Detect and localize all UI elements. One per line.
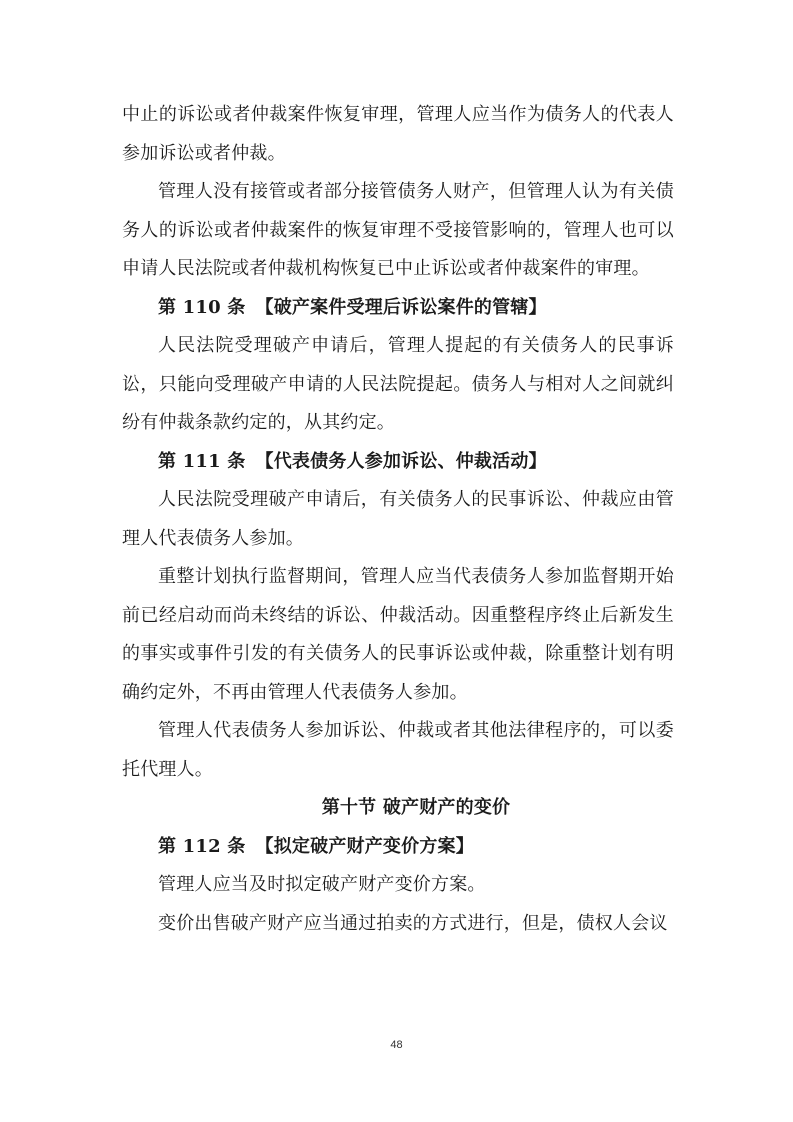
paragraph: 变价出售破产财产应当通过拍卖的方式进行，但是，债权人会议 [158,912,668,934]
paragraph: 管理人代表债务人参加诉讼、仲裁或者其他法律程序的，可以委托代理人。 [122,720,674,780]
paragraph: 人民法院受理破产申请后，管理人提起的有关债务人的民事诉讼，只能向受理破产申请的人民法院提起。债务人与相对人之间就纠纷有仲裁条款约定的，从其约定。 [122,335,674,433]
page-content [122,96,674,943]
paragraph: 人民法院受理破产申请后，有关债务人的民事诉讼、仲裁应由管理人代表债务人参加。 [122,489,674,549]
article-heading-110 [122,289,674,328]
page-number: 48 [390,1039,403,1051]
article-heading-112 [122,828,674,867]
article-number: 第 112 条 [158,835,246,857]
section-title: 第十节 破产财产的变价 [321,797,511,818]
paragraph: 管理人没有接管或者部分接管债务人财产，但管理人认为有关债务人的诉讼或者仲裁案件的恢复审理不受接管影响的，管理人也可以申请人民法院或者仲裁机构恢复已中止诉讼或者仲裁案件的审理。 [122,181,674,279]
paragraph: 重整计划执行监督期间，管理人应当代表债务人参加监督期开始前已经启动而尚未终结的诉讼、仲裁活动。因重整程序终止后新发生的事实或事件引发的有关债务人的民事诉讼或仲裁，除重整计划有明确约定外，不再由管理人代表债务人参加。 [122,566,674,703]
paragraph-continued: 中止的诉讼或者仲裁案件恢复审理，管理人应当作为债务人的代表人参加诉讼或者仲裁。 [122,104,674,164]
article-title: 【拟定破产财产变价方案】 [255,835,474,857]
article-number: 第 111 条 [158,450,246,472]
article-title: 【代表债务人参加诉讼、仲裁活动】 [255,450,547,472]
paragraph: 管理人应当及时拟定破产财产变价方案。 [158,874,486,895]
article-title: 【破产案件受理后诉讼案件的管辖】 [255,296,547,318]
article-number: 第 110 条 [158,296,246,318]
article-heading-111 [122,443,674,482]
